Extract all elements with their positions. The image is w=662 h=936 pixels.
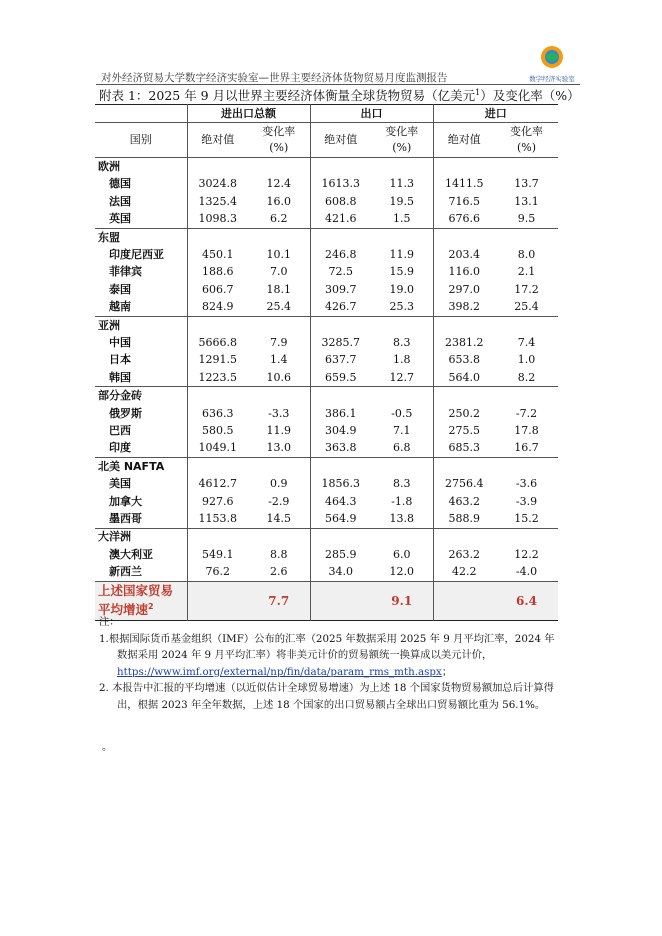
country-name: 新西兰 bbox=[109, 565, 142, 579]
rate-value-cell: 1.8 bbox=[393, 353, 411, 367]
country-name: 印度尼西亚 bbox=[109, 248, 164, 262]
country-name: 泰国 bbox=[109, 282, 131, 296]
region-name: 欧洲 bbox=[98, 160, 120, 174]
country-name: 澳大利亚 bbox=[109, 547, 153, 561]
rate-value-cell: 1.5 bbox=[393, 212, 411, 226]
rate-value-cell: 12.7 bbox=[389, 370, 414, 384]
country-name: 中国 bbox=[109, 335, 131, 349]
empty-cell bbox=[371, 158, 433, 176]
table-row bbox=[95, 369, 558, 387]
abs-value-cell: 426.7 bbox=[310, 299, 371, 317]
abs-value-cell: 72.5 bbox=[310, 264, 371, 281]
country-name: 墨西哥 bbox=[109, 511, 142, 525]
empty-cell bbox=[310, 228, 371, 246]
empty-cell bbox=[187, 528, 248, 546]
rate-value-cell: 10.1 bbox=[266, 248, 291, 262]
empty-cell bbox=[187, 228, 248, 246]
empty-cell bbox=[433, 528, 495, 546]
summary-import-rate: 6.4 bbox=[495, 581, 558, 620]
empty-cell bbox=[248, 387, 310, 405]
country-name: 法国 bbox=[109, 194, 131, 208]
abs-value-cell: 1411.5 bbox=[433, 176, 495, 193]
rate-value-cell: 25.4 bbox=[266, 300, 291, 314]
abs-value-cell: 246.8 bbox=[310, 246, 371, 263]
rate-value-cell: 17.8 bbox=[514, 423, 539, 437]
abs-header: 绝对值 bbox=[310, 123, 371, 158]
rate-value-cell: 0.9 bbox=[270, 477, 288, 491]
abs-value-cell: 676.6 bbox=[433, 211, 495, 229]
table-row bbox=[95, 176, 558, 193]
empty-cell bbox=[310, 458, 371, 476]
empty-cell bbox=[187, 387, 248, 405]
export-group-header: 出口 bbox=[310, 105, 433, 123]
region-row bbox=[95, 158, 558, 176]
report-header: 对外经济贸易大学数字经济实验室—世界主要经济体货物贸易月度监测报告 bbox=[101, 72, 448, 84]
lab-logo-icon bbox=[539, 44, 565, 70]
abs-value-cell: 421.6 bbox=[310, 211, 371, 229]
rate-value-cell: -1.8 bbox=[391, 494, 413, 508]
header-divider bbox=[96, 84, 580, 85]
country-name: 菲律宾 bbox=[109, 265, 142, 279]
rate-value-cell: 17.2 bbox=[514, 282, 539, 296]
empty-cell bbox=[495, 228, 558, 246]
rate-value-cell: 25.4 bbox=[514, 300, 539, 314]
abs-value-cell: 34.0 bbox=[310, 563, 371, 581]
empty-cell bbox=[371, 528, 433, 546]
abs-value-cell: 4612.7 bbox=[187, 475, 248, 492]
empty-cell bbox=[371, 458, 433, 476]
empty-cell bbox=[433, 316, 495, 334]
abs-value-cell: 824.9 bbox=[187, 299, 248, 317]
country-header: 国别 bbox=[129, 133, 152, 147]
abs-value-cell: 398.2 bbox=[433, 299, 495, 317]
region-row bbox=[95, 316, 558, 334]
rate-value-cell: 11.3 bbox=[389, 177, 414, 191]
table-row bbox=[95, 334, 558, 351]
table-row bbox=[95, 546, 558, 563]
rate-value-cell: 19.5 bbox=[389, 194, 414, 208]
country-name: 印度 bbox=[109, 441, 131, 455]
rate-value-cell: 8.0 bbox=[517, 248, 536, 262]
empty-cell bbox=[310, 158, 371, 176]
rate-value-cell: 9.5 bbox=[517, 212, 536, 226]
abs-value-cell: 263.2 bbox=[433, 546, 495, 563]
rate-value-cell: 1.4 bbox=[270, 353, 288, 367]
abs-value-cell: 549.1 bbox=[187, 546, 248, 563]
abs-value-cell: 1049.1 bbox=[187, 440, 248, 458]
abs-value-cell: 463.2 bbox=[433, 493, 495, 510]
rate-value-cell: 11.9 bbox=[266, 423, 291, 437]
summary-label: 上述国家贸易 平均增速$^2$ bbox=[95, 581, 187, 620]
rate-value-cell: -7.2 bbox=[515, 406, 538, 420]
abs-value-cell: 1153.8 bbox=[187, 510, 248, 528]
empty-cell bbox=[248, 458, 310, 476]
empty-cell bbox=[495, 528, 558, 546]
abs-value-cell: 250.2 bbox=[433, 405, 495, 422]
abs-header: 绝对值 bbox=[433, 123, 495, 158]
empty-cell bbox=[248, 228, 310, 246]
rate-value-cell: -3.9 bbox=[515, 494, 538, 508]
rate-value-cell: 18.1 bbox=[266, 282, 291, 296]
rate-value-cell: 25.3 bbox=[389, 300, 414, 314]
table-row bbox=[95, 475, 558, 492]
abs-value-cell: 203.4 bbox=[433, 246, 495, 263]
rate-value-cell: 7.4 bbox=[517, 335, 536, 349]
lab-logo bbox=[522, 44, 582, 84]
country-name: 美国 bbox=[109, 477, 131, 491]
abs-value-cell: 606.7 bbox=[187, 281, 248, 298]
abs-value-cell: 309.7 bbox=[310, 281, 371, 298]
logo-caption: 数字经济实验室 bbox=[529, 75, 575, 83]
table-row bbox=[95, 440, 558, 458]
abs-value-cell: 637.7 bbox=[310, 352, 371, 369]
rate-header: 变化率 (%) bbox=[385, 125, 419, 155]
rate-value-cell: 10.6 bbox=[266, 370, 291, 384]
abs-value-cell: 1613.3 bbox=[310, 176, 371, 193]
empty-cell bbox=[310, 387, 371, 405]
table-row bbox=[95, 246, 558, 263]
abs-value-cell: 927.6 bbox=[187, 493, 248, 510]
abs-value-cell: 1098.3 bbox=[187, 211, 248, 229]
abs-value-cell: 1325.4 bbox=[187, 193, 248, 210]
abs-value-cell: 2381.2 bbox=[433, 334, 495, 351]
table-row bbox=[95, 264, 558, 281]
rate-value-cell: 13.1 bbox=[514, 194, 539, 208]
region-row bbox=[95, 228, 558, 246]
abs-value-cell: 653.8 bbox=[433, 352, 495, 369]
abs-value-cell: 450.1 bbox=[187, 246, 248, 263]
abs-value-cell: 5666.8 bbox=[187, 334, 248, 351]
abs-value-cell: 275.5 bbox=[433, 422, 495, 439]
empty-cell bbox=[433, 158, 495, 176]
country-name: 越南 bbox=[109, 300, 131, 314]
abs-value-cell: 42.2 bbox=[433, 563, 495, 581]
empty-cell bbox=[433, 458, 495, 476]
region-name: 大洋洲 bbox=[98, 530, 131, 544]
trade-table bbox=[95, 104, 558, 621]
rate-value-cell: 8.3 bbox=[393, 477, 411, 491]
rate-value-cell: 16.7 bbox=[514, 441, 539, 455]
rate-value-cell: 6.8 bbox=[393, 441, 411, 455]
country-name: 英国 bbox=[109, 212, 131, 226]
region-row bbox=[95, 528, 558, 546]
abs-value-cell: 659.5 bbox=[310, 369, 371, 387]
rate-value-cell: 8.8 bbox=[270, 547, 288, 561]
summary-export-rate: 9.1 bbox=[371, 581, 433, 620]
notes bbox=[99, 614, 561, 713]
corner-cell bbox=[95, 105, 187, 123]
rate-value-cell: 16.0 bbox=[266, 194, 291, 208]
empty-cell bbox=[310, 316, 371, 334]
trailing-mark: 。 bbox=[102, 742, 112, 753]
rate-value-cell: 12.0 bbox=[389, 565, 414, 579]
rate-value-cell: -2.9 bbox=[268, 494, 290, 508]
abs-header: 绝对值 bbox=[187, 123, 248, 158]
abs-value-cell: 608.8 bbox=[310, 193, 371, 210]
abs-value-cell: 386.1 bbox=[310, 405, 371, 422]
abs-value-cell: 116.0 bbox=[433, 264, 495, 281]
table-row bbox=[95, 193, 558, 210]
region-name: 东盟 bbox=[98, 230, 120, 244]
region-row bbox=[95, 458, 558, 476]
abs-value-cell: 2756.4 bbox=[433, 475, 495, 492]
empty-cell bbox=[248, 158, 310, 176]
empty-cell bbox=[248, 316, 310, 334]
abs-value-cell: 1291.5 bbox=[187, 352, 248, 369]
abs-value-cell: 76.2 bbox=[187, 563, 248, 581]
country-name: 德国 bbox=[109, 177, 131, 191]
notes-heading: 注： bbox=[99, 616, 120, 628]
empty-cell bbox=[495, 387, 558, 405]
table-row bbox=[95, 422, 558, 439]
note-2: 2. 本报告中汇报的平均增速（以近似估计全球贸易增速）为上述 18 个国家货物贸易额加总后计算得出，根据 2023 年全年数据，上述 18 个国家的出口贸易额占全球出口贸易额比重为 56.1%。 bbox=[99, 682, 554, 711]
rate-value-cell: -0.5 bbox=[391, 406, 413, 420]
empty-cell bbox=[495, 316, 558, 334]
rate-value-cell: 6.2 bbox=[270, 212, 288, 226]
abs-value-cell: 636.3 bbox=[187, 405, 248, 422]
rate-header: 变化率 (%) bbox=[510, 125, 543, 155]
empty-cell bbox=[187, 316, 248, 334]
abs-value-cell: 564.0 bbox=[433, 369, 495, 387]
rate-value-cell: 2.1 bbox=[517, 265, 536, 279]
rate-value-cell: 13.0 bbox=[266, 441, 291, 455]
rate-header: 变化率 (%) bbox=[262, 125, 296, 155]
rate-value-cell: 1.0 bbox=[517, 353, 536, 367]
rate-value-cell: 6.0 bbox=[393, 547, 411, 561]
table-row bbox=[95, 493, 558, 510]
region-name: 北美 NAFTA bbox=[98, 459, 165, 473]
table-row bbox=[95, 211, 558, 229]
abs-value-cell: 564.9 bbox=[310, 510, 371, 528]
rate-value-cell: 19.0 bbox=[389, 282, 414, 296]
rate-value-cell: 12.4 bbox=[266, 177, 291, 191]
region-row bbox=[95, 387, 558, 405]
rate-value-cell: 11.9 bbox=[389, 248, 414, 262]
abs-value-cell: 685.3 bbox=[433, 440, 495, 458]
empty-cell bbox=[371, 316, 433, 334]
empty-cell bbox=[187, 158, 248, 176]
rate-value-cell: 7.0 bbox=[270, 265, 288, 279]
empty-cell bbox=[310, 528, 371, 546]
total-group-header: 进出口总额 bbox=[187, 105, 310, 123]
note-1: 1.根据国际货币基金组织（IMF）公布的汇率（2025 年数据采用 2025 年 9 月平均汇率，2024 年数据采用 2024 年 9 月平均汇率）将非美元计价的贸易额统一换算成以美元计价，https://www.imf.org/external/np/fin/data/param_rms_mth.aspx； bbox=[99, 632, 555, 678]
rate-value-cell: 13.8 bbox=[389, 511, 414, 525]
country-name: 韩国 bbox=[109, 370, 131, 384]
abs-value-cell: 588.9 bbox=[433, 510, 495, 528]
empty-cell bbox=[371, 228, 433, 246]
rate-value-cell: 14.5 bbox=[266, 511, 291, 525]
region-name: 部分金砖 bbox=[98, 389, 142, 403]
rate-value-cell: 2.6 bbox=[270, 565, 288, 579]
country-name: 加拿大 bbox=[109, 494, 142, 508]
table-row bbox=[95, 563, 558, 581]
summary-total-rate: 7.7 bbox=[248, 581, 310, 620]
rate-value-cell: -4.0 bbox=[515, 565, 538, 579]
import-group-header: 进口 bbox=[433, 105, 558, 123]
rate-value-cell: 7.1 bbox=[393, 423, 411, 437]
country-name: 巴西 bbox=[109, 423, 131, 437]
table-row bbox=[95, 352, 558, 369]
abs-value-cell: 464.3 bbox=[310, 493, 371, 510]
abs-value-cell: 297.0 bbox=[433, 281, 495, 298]
abs-value-cell: 3024.8 bbox=[187, 176, 248, 193]
country-name: 俄罗斯 bbox=[109, 406, 142, 420]
abs-value-cell: 1223.5 bbox=[187, 369, 248, 387]
empty-cell bbox=[495, 158, 558, 176]
rate-value-cell: -3.6 bbox=[515, 477, 538, 491]
empty-cell bbox=[371, 387, 433, 405]
rate-value-cell: 7.9 bbox=[270, 335, 288, 349]
empty-cell bbox=[187, 458, 248, 476]
imf-link[interactable]: https://www.imf.org/external/np/fin/data/param_rms_mth.aspx bbox=[117, 665, 442, 678]
table-row bbox=[95, 510, 558, 528]
empty-cell bbox=[248, 528, 310, 546]
table-row bbox=[95, 281, 558, 298]
rate-value-cell: 12.2 bbox=[514, 547, 539, 561]
abs-value-cell: 363.8 bbox=[310, 440, 371, 458]
empty-cell bbox=[495, 458, 558, 476]
rate-value-cell: 8.2 bbox=[517, 370, 536, 384]
table-title: 附表 1：2025 年 9 月以世界主要经济体衡量全球货物贸易（亿美元$^1$）及变化率（%） bbox=[99, 87, 580, 103]
empty-cell bbox=[433, 387, 495, 405]
abs-value-cell: 285.9 bbox=[310, 546, 371, 563]
country-name: 日本 bbox=[109, 353, 131, 367]
rate-value-cell: -3.3 bbox=[268, 406, 290, 420]
abs-value-cell: 304.9 bbox=[310, 422, 371, 439]
table-row bbox=[95, 299, 558, 317]
rate-value-cell: 8.3 bbox=[393, 335, 411, 349]
empty-cell bbox=[433, 228, 495, 246]
abs-value-cell: 3285.7 bbox=[310, 334, 371, 351]
rate-value-cell: 15.9 bbox=[389, 265, 414, 279]
table-row bbox=[95, 405, 558, 422]
region-name: 亚洲 bbox=[98, 318, 120, 332]
rate-value-cell: 15.2 bbox=[514, 511, 539, 525]
abs-value-cell: 188.6 bbox=[187, 264, 248, 281]
abs-value-cell: 716.5 bbox=[433, 193, 495, 210]
abs-value-cell: 580.5 bbox=[187, 422, 248, 439]
abs-value-cell: 1856.3 bbox=[310, 475, 371, 492]
rate-value-cell: 13.7 bbox=[514, 177, 539, 191]
